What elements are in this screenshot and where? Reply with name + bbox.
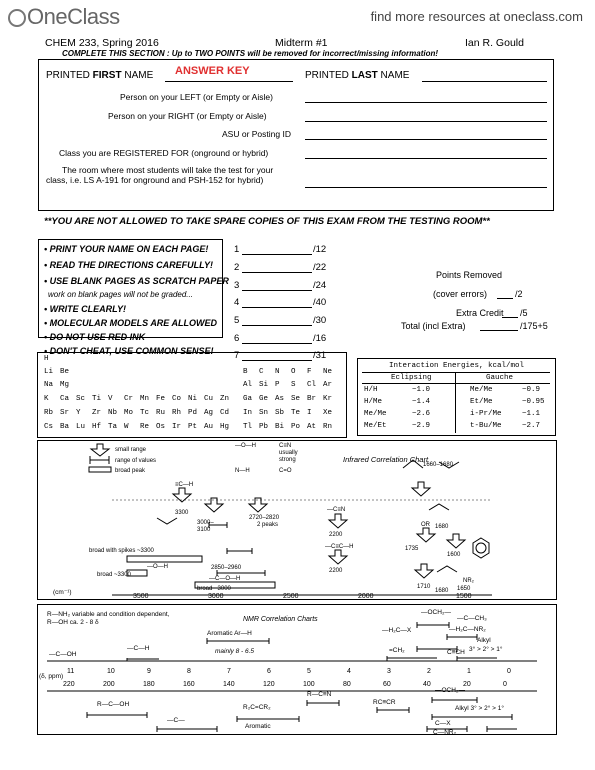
- element-symbol: Ag: [204, 409, 214, 417]
- interaction-cell: ~0.9: [522, 386, 541, 394]
- interaction-title: Interaction Energies, kcal/mol: [389, 362, 525, 370]
- element-symbol: O: [291, 368, 296, 376]
- cover-errors-field[interactable]: [497, 298, 513, 299]
- ir-tick: 1500: [456, 593, 472, 600]
- total-max: /175+5: [520, 321, 548, 331]
- interaction-cell: ~2.7: [522, 422, 541, 430]
- interaction-cell: t-Bu/Me: [470, 422, 502, 430]
- element-symbol: Au: [204, 423, 214, 431]
- svg-text:3100: 3100: [197, 527, 211, 533]
- instruction-item: • DO NOT USE RED INK: [44, 332, 146, 342]
- element-symbol: Al: [243, 381, 253, 389]
- svg-text:N—H: N—H: [235, 468, 250, 474]
- nmr-c-tick: 200: [103, 681, 115, 688]
- element-symbol: Os: [156, 423, 166, 431]
- svg-text:≡C—H: ≡C—H: [175, 482, 194, 488]
- svg-text:3300: 3300: [175, 510, 189, 516]
- room-label-1: The room where most students will take the test for your: [62, 165, 274, 175]
- svg-text:2200: 2200: [329, 532, 343, 538]
- svg-text:RC≡CR: RC≡CR: [373, 699, 396, 706]
- svg-text:2200: 2200: [329, 568, 343, 574]
- eclipsing-header: Eclipsing: [391, 374, 432, 382]
- svg-text:=CH₂: =CH₂: [389, 647, 405, 654]
- room-field[interactable]: [305, 187, 547, 188]
- element-symbol: Cr: [124, 395, 134, 403]
- element-symbol: K: [44, 395, 49, 403]
- element-symbol: H: [44, 355, 49, 363]
- instruction-item: • DON'T CHEAT, USE COMMON SENSE!: [44, 346, 214, 356]
- svg-text:—O—H: —O—H: [235, 443, 256, 449]
- instruction-item: • PRINT YOUR NAME ON EACH PAGE!: [44, 244, 209, 254]
- element-symbol: Te: [291, 409, 301, 417]
- score-field[interactable]: [242, 290, 312, 291]
- ir-tick: 2000: [358, 593, 374, 600]
- total-field[interactable]: [480, 330, 518, 331]
- class-field[interactable]: [305, 158, 547, 159]
- nmr-c-tick: 120: [263, 681, 275, 688]
- element-symbol: Re: [140, 423, 150, 431]
- nmr-chart-drawing: [37, 604, 557, 735]
- nmr-mainly: mainly 8 - 6.5: [215, 648, 255, 655]
- element-symbol: Ti: [92, 395, 102, 403]
- element-symbol: Sb: [275, 409, 285, 417]
- svg-text:2 peaks: 2 peaks: [257, 522, 279, 528]
- nmr-c-tick: 100: [303, 681, 315, 688]
- ir-axis-unit: (cm⁻¹): [53, 589, 72, 596]
- score-total: /22: [313, 262, 327, 273]
- element-symbol: Mn: [140, 395, 150, 403]
- nmr-unit: (δ, ppm): [39, 673, 64, 680]
- svg-text:R—C—OH: R—C—OH: [97, 701, 130, 708]
- svg-text:1735: 1735: [405, 546, 419, 552]
- interaction-cell: ~1.0: [412, 386, 431, 394]
- ir-legend-range: range of values: [115, 458, 157, 464]
- svg-text:1680: 1680: [435, 588, 449, 594]
- element-symbol: Hf: [92, 423, 102, 431]
- nmr-title: NMR Correlation Charts: [243, 616, 318, 623]
- svg-text:C≡N: C≡N: [279, 443, 292, 449]
- svg-text:—C≡C—H: —C≡C—H: [325, 544, 354, 550]
- asu-id-field[interactable]: [305, 139, 547, 140]
- nmr-c-tick: 180: [143, 681, 155, 688]
- nmr-c-tick: 20: [463, 681, 471, 688]
- gauche-header: Gauche: [486, 374, 514, 382]
- nmr-h-tick: 0: [507, 668, 511, 675]
- nmr-c-tick: 0: [503, 681, 507, 688]
- element-symbol: Lu: [76, 423, 86, 431]
- svg-text:—O—H: —O—H: [147, 564, 168, 570]
- element-symbol: B: [243, 368, 248, 376]
- total-label: Total (incl Extra): [401, 321, 466, 331]
- oneclass-logo[interactable]: [8, 4, 120, 30]
- brand-name: OneClass: [27, 4, 120, 29]
- interaction-cell: Me/Et: [364, 422, 387, 430]
- element-symbol: Kr: [323, 395, 333, 403]
- extra-credit-field[interactable]: [502, 317, 518, 318]
- svg-text:NR₂: NR₂: [463, 578, 474, 584]
- svg-text:1680: 1680: [435, 524, 449, 530]
- svg-text:—C—CH₃: —C—CH₃: [457, 615, 487, 622]
- element-symbol: Se: [291, 395, 301, 403]
- element-symbol: Ne: [323, 368, 333, 376]
- svg-text:C—X: C—X: [435, 720, 451, 727]
- ir-tick: 3000: [208, 593, 224, 600]
- instruction-item: • MOLECULAR MODELS ARE ALLOWED: [44, 318, 217, 328]
- score-total: /16: [313, 333, 327, 344]
- svg-text:2850–2960: 2850–2960: [211, 565, 242, 571]
- instruction-item: work on blank pages will not be graded...: [48, 290, 193, 299]
- svg-text:R₂C=CR₂: R₂C=CR₂: [243, 704, 271, 711]
- element-symbol: Tc: [140, 409, 150, 417]
- ir-title: Infrared Correlation Chart: [343, 455, 429, 464]
- element-symbol: P: [275, 381, 280, 389]
- score-total: /40: [313, 297, 327, 308]
- tagline-link[interactable]: find more resources at oneclass.com: [370, 9, 583, 24]
- ir-tick: 2500: [283, 593, 299, 600]
- element-symbol: Po: [291, 423, 301, 431]
- svg-text:—C—: —C—: [167, 717, 185, 724]
- element-symbol: Pt: [188, 423, 198, 431]
- element-symbol: N: [275, 368, 280, 376]
- element-symbol: Ir: [172, 423, 182, 431]
- nmr-h-tick: 3: [387, 668, 391, 675]
- class-label: Class you are REGISTERED FOR (onground or hybrid): [59, 148, 269, 158]
- element-symbol: Zn: [220, 395, 230, 403]
- element-symbol: Co: [172, 395, 182, 403]
- element-symbol: Ca: [60, 395, 70, 403]
- element-symbol: Ru: [156, 409, 166, 417]
- element-symbol: Fe: [156, 395, 166, 403]
- score-total: /30: [313, 315, 327, 326]
- course-title: CHEM 233, Spring 2016: [45, 37, 159, 49]
- nmr-h-tick: 2: [427, 668, 431, 675]
- element-symbol: Mo: [124, 409, 134, 417]
- nmr-h-tick: 7: [227, 668, 231, 675]
- element-symbol: As: [275, 395, 285, 403]
- ir-chart-drawing: [37, 440, 557, 600]
- score-number: 7: [234, 350, 240, 361]
- element-symbol: Cd: [220, 409, 230, 417]
- svg-text:strong: strong: [279, 457, 296, 463]
- nmr-note-1: R—NH₂ variable and condition dependent,: [47, 611, 170, 618]
- element-symbol: Ni: [188, 395, 198, 403]
- room-label-2: class, i.e. LS A-191 for onground and PSH-152 for hybrid): [46, 175, 264, 185]
- element-symbol: Sc: [76, 395, 86, 403]
- element-symbol: V: [108, 395, 113, 403]
- element-symbol: Nb: [108, 409, 118, 417]
- element-symbol: Rb: [44, 409, 54, 417]
- last-name-label: PRINTED LAST NAME: [305, 70, 410, 81]
- nmr-h-tick: 8: [187, 668, 191, 675]
- element-symbol: Si: [259, 381, 269, 389]
- left-person-field[interactable]: [305, 102, 547, 103]
- nmr-h-tick: 11: [67, 668, 75, 675]
- svg-text:—C—H: —C—H: [127, 645, 150, 652]
- nmr-alkyl-order: 3° > 2° > 1°: [469, 646, 503, 653]
- points-removed-title: Points Removed: [436, 270, 503, 280]
- cover-errors-max: /2: [515, 289, 523, 299]
- element-symbol: Sn: [259, 409, 269, 417]
- instruction-item: • WRITE CLEARLY!: [44, 304, 126, 314]
- element-symbol: Cu: [204, 395, 214, 403]
- element-symbol: I: [307, 409, 312, 417]
- svg-text:broad with spikes ~3300: broad with spikes ~3300: [89, 548, 154, 554]
- element-symbol: Cs: [44, 423, 54, 431]
- instruction-item: • READ THE DIRECTIONS CAREFULLY!: [44, 260, 213, 270]
- interaction-cell: ~1.1: [522, 410, 541, 418]
- element-symbol: Zr: [92, 409, 102, 417]
- nmr-c-tick: 80: [343, 681, 351, 688]
- element-symbol: Br: [307, 395, 317, 403]
- element-symbol: Hg: [220, 423, 230, 431]
- svg-text:—C—OH: —C—OH: [49, 651, 77, 658]
- extra-credit-label: Extra Credit: [456, 308, 504, 318]
- logo-icon: [8, 9, 26, 27]
- interaction-cell: ~1.4: [412, 398, 431, 406]
- nmr-c-tick: 220: [63, 681, 75, 688]
- element-symbol: S: [291, 381, 296, 389]
- score-number: 3: [234, 280, 240, 291]
- interaction-cell: Me/Me: [364, 410, 387, 418]
- asu-id-label: ASU or Posting ID: [222, 129, 291, 139]
- nmr-c-tick: 60: [383, 681, 391, 688]
- element-symbol: Na: [44, 381, 54, 389]
- score-number: 6: [234, 333, 240, 344]
- notice-text: COMPLETE THIS SECTION : Up to TWO POINTS will be removed for incorrect/missing information!: [62, 49, 439, 58]
- nmr-h-tick: 5: [307, 668, 311, 675]
- svg-text:1710: 1710: [417, 584, 431, 590]
- element-symbol: Li: [44, 368, 54, 376]
- extra-credit-max: /5: [520, 308, 528, 318]
- svg-text:C≡CH: C≡CH: [447, 649, 465, 656]
- ir-legend-broad: broad peak: [115, 468, 146, 474]
- svg-text:broad ~3300: broad ~3300: [97, 572, 131, 578]
- svg-text:broad ~3000: broad ~3000: [197, 586, 231, 592]
- nmr-h-tick: 6: [267, 668, 271, 675]
- element-symbol: Ba: [60, 423, 70, 431]
- element-symbol: Mg: [60, 381, 70, 389]
- score-number: 1: [234, 244, 240, 255]
- nmr-alkyl: Alkyl: [477, 637, 491, 644]
- element-symbol: Ga: [243, 395, 253, 403]
- score-number: 2: [234, 262, 240, 273]
- first-name-value[interactable]: ANSWER KEY: [175, 65, 250, 77]
- element-symbol: Y: [76, 409, 81, 417]
- element-symbol: Pb: [259, 423, 269, 431]
- element-symbol: F: [307, 368, 312, 376]
- interaction-cell: ~0.95: [522, 398, 545, 406]
- instruction-item: • USE BLANK PAGES AS SCRATCH PAPER: [44, 276, 229, 286]
- element-symbol: Ge: [259, 395, 269, 403]
- element-symbol: At: [307, 423, 317, 431]
- score-field[interactable]: [242, 272, 312, 273]
- element-symbol: Xe: [323, 409, 333, 417]
- svg-text:—C≡N: —C≡N: [327, 507, 346, 513]
- element-symbol: Tl: [243, 423, 253, 431]
- element-symbol: Ta: [108, 423, 118, 431]
- score-number: 5: [234, 315, 240, 326]
- score-field[interactable]: [242, 307, 312, 308]
- score-number: 4: [234, 297, 240, 308]
- element-symbol: In: [243, 409, 253, 417]
- nmr-c-aromatic: Aromatic: [245, 723, 271, 730]
- element-symbol: Cl: [307, 381, 317, 389]
- left-person-label: Person on your LEFT (or Empty or Aisle): [120, 92, 273, 102]
- nmr-h-tick: 4: [347, 668, 351, 675]
- element-symbol: Be: [60, 368, 70, 376]
- nmr-note-2: R—OH ca. 2 - 8 δ: [47, 619, 99, 626]
- svg-text:2720–2820: 2720–2820: [249, 515, 280, 521]
- interaction-cell: ~2.9: [412, 422, 431, 430]
- element-symbol: Sr: [60, 409, 70, 417]
- nmr-h-tick: 1: [467, 668, 471, 675]
- score-total: /31: [313, 350, 327, 361]
- score-field[interactable]: [242, 343, 312, 344]
- interaction-cell: i-Pr/Me: [470, 410, 502, 418]
- svg-text:1600: 1600: [447, 552, 461, 558]
- interaction-cell: H/Me: [364, 398, 383, 406]
- spare-copies-warning: **YOU ARE NOT ALLOWED TO TAKE SPARE COPIES OF THIS EXAM FROM THE TESTING ROOM**: [44, 216, 490, 227]
- nmr-h-tick: 10: [107, 668, 115, 675]
- svg-text:C—NR₂: C—NR₂: [433, 729, 457, 735]
- nmr-c-tick: 40: [423, 681, 431, 688]
- svg-text:—H₂C—NR₂: —H₂C—NR₂: [449, 626, 486, 633]
- nmr-aromatic-h: Aromatic Ar—H: [207, 630, 252, 637]
- ir-tick: 3500: [133, 593, 149, 600]
- svg-text:—OCH₂—: —OCH₂—: [421, 609, 451, 616]
- svg-text:—OCH₂—: —OCH₂—: [435, 687, 465, 694]
- score-total: /24: [313, 280, 327, 291]
- nmr-c-tick: 160: [183, 681, 195, 688]
- element-symbol: Bi: [275, 423, 285, 431]
- cover-errors-label: (cover errors): [433, 289, 488, 299]
- score-total: /12: [313, 244, 327, 255]
- nmr-h-tick: 9: [147, 668, 151, 675]
- interaction-cell: Et/Me: [470, 398, 493, 406]
- element-symbol: W: [124, 423, 129, 431]
- nmr-c-tick: 140: [223, 681, 235, 688]
- svg-text:1660–1680: 1660–1680: [423, 462, 454, 468]
- score-field[interactable]: [242, 325, 312, 326]
- interaction-cell: Me/Me: [470, 386, 493, 394]
- svg-text:R—C≡N: R—C≡N: [307, 691, 332, 698]
- interaction-cell: ~2.6: [412, 410, 431, 418]
- element-symbol: Rn: [323, 423, 333, 431]
- score-field[interactable]: [242, 254, 312, 255]
- element-symbol: Pd: [188, 409, 198, 417]
- svg-text:—H₂C—X: —H₂C—X: [382, 627, 412, 634]
- element-symbol: C: [259, 368, 264, 376]
- instructor-name: Ian R. Gould: [465, 37, 524, 49]
- element-symbol: Ar: [323, 381, 333, 389]
- exam-title: Midterm #1: [275, 37, 328, 49]
- svg-text:1650: 1650: [457, 586, 471, 592]
- interaction-cell: H/H: [364, 386, 378, 394]
- svg-text:usually: usually: [279, 450, 298, 456]
- svg-text:OR: OR: [421, 522, 430, 528]
- right-person-label: Person on your RIGHT (or Empty or Aisle): [108, 111, 267, 121]
- element-symbol: Rh: [172, 409, 182, 417]
- ir-legend-small: small range: [115, 447, 147, 453]
- svg-text:—C—O—H: —C—O—H: [209, 576, 241, 582]
- svg-text:3000–: 3000–: [197, 520, 214, 526]
- first-name-label: PRINTED FIRST NAME: [46, 70, 154, 81]
- right-person-field[interactable]: [305, 121, 547, 122]
- nmr-c-alkyl: Alkyl 3° > 2° > 1°: [455, 705, 504, 712]
- svg-text:C=O: C=O: [279, 468, 292, 474]
